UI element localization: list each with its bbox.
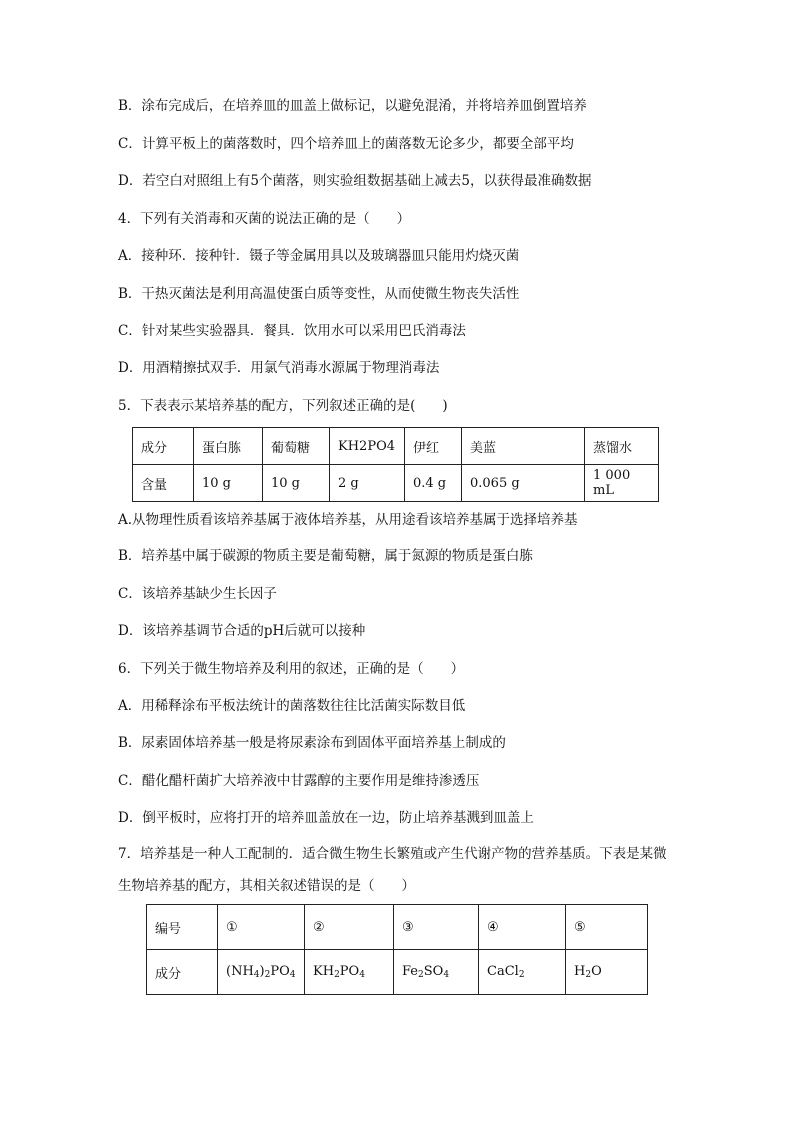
q7-table-cell: 编号: [147, 905, 218, 950]
q5-table: [132, 427, 659, 502]
q5-table-cell: 成分: [133, 428, 194, 465]
q5-table-cell: 0.065 g: [462, 465, 585, 502]
q6-option-b: B．尿素固体培养基一般是将尿素涂布到固体平面培养基上制成的: [118, 735, 506, 751]
q5-table-cell: 0.4 g: [405, 465, 462, 502]
q5-table-cell: 伊红: [405, 428, 462, 465]
q7-formula-cell: [566, 950, 648, 995]
q4-stem: 4．下列有关消毒和灭菌的说法正确的是（ ）: [118, 211, 411, 227]
q5-table-cell: 2 g: [330, 465, 405, 502]
q7-table-cell: ⑤: [566, 905, 648, 950]
q7-formula-cell: [394, 950, 479, 995]
q5-option-b: B．培养基中属于碳源的物质主要是葡萄糖，属于氮源的物质是蛋白胨: [118, 548, 533, 564]
q5-table-cell: 1 000 mL: [585, 465, 659, 502]
q4-option-a: A．接种环．接种针．镊子等金属用具以及玻璃器皿只能用灼烧灭菌: [118, 248, 520, 264]
q7-table-cell: ④: [479, 905, 566, 950]
q5-option-c: C．该培养基缺少生长因子: [118, 586, 277, 602]
formula-ammonium-phosphate: $(NH_4)_2PO_4$: [226, 964, 296, 980]
q5-table-header-row: [133, 428, 659, 465]
q7-table-cell: ①: [218, 905, 305, 950]
q7-table-cell: 成分: [147, 950, 218, 995]
q5-table-cell: 含量: [133, 465, 194, 502]
q5-table-cell: 葡萄糖: [263, 428, 330, 465]
formula-calcium-chloride: CaCl$_2$: [487, 964, 525, 980]
q7-formula-cell: [218, 950, 305, 995]
q4-option-d: D．用酒精擦拭双手．用氯气消毒水源属于物理消毒法: [118, 360, 440, 376]
q5-table-cell: KH2PO4: [330, 428, 405, 465]
q5-table-cell: 10 g: [194, 465, 263, 502]
formula-iron-sulfate: $Fe_2SO_4$: [402, 964, 450, 980]
q5-table-cell: 美蓝: [462, 428, 585, 465]
q4-option-b: B．干热灭菌法是利用高温使蛋白质等变性，从而使微生物丧失活性: [118, 286, 520, 302]
q7-table-cell: ②: [305, 905, 394, 950]
q3-option-c: C．计算平板上的菌落数时，四个培养皿上的菌落数无论多少，都要全部平均: [118, 136, 574, 152]
q7-table-content-row: [147, 950, 648, 995]
q5-option-a: A.从物理性质看该培养基属于液体培养基，从用途看该培养基属于选择培养基: [118, 512, 578, 528]
q7-stem: 7．培养基是一种人工配制的．适合微生物生长繁殖或产生代谢产物的营养基质。下表是某微生物培养基的配方，其相关叙述错误的是（ ）: [118, 846, 667, 894]
q5-option-d: D．该培养基调节合适的pH后就可以接种: [118, 623, 366, 639]
q6-option-a: A．用稀释涂布平板法统计的菌落数往往比活菌实际数目低: [118, 698, 466, 714]
q6-option-d: D．倒平板时，应将打开的培养皿盖放在一边，防止培养基溅到皿盖上: [118, 810, 534, 826]
q3-option-b: B．涂布完成后，在培养皿的皿盖上做标记，以避免混淆，并将培养皿倒置培养: [118, 98, 587, 114]
q4-option-c: C．针对某些实验器具．餐具．饮用水可以采用巴氏消毒法: [118, 323, 466, 339]
q5-table-cell: 蒸馏水: [585, 428, 659, 465]
q5-stem: 5．下表表示某培养基的配方，下列叙述正确的是( ): [118, 398, 448, 414]
q7-table-cell: ③: [394, 905, 479, 950]
q6-stem: 6．下列关于微生物培养及利用的叙述，正确的是（ ）: [118, 661, 465, 677]
formula-kh2po4: $KH_2PO_4$: [313, 964, 365, 980]
q6-option-c: C．醋化醋杆菌扩大培养液中甘露醇的主要作用是维持渗透压: [118, 773, 480, 789]
q7-table: [146, 904, 648, 995]
q5-table-cell: 蛋白胨: [194, 428, 263, 465]
q5-table-cell: 10 g: [263, 465, 330, 502]
q7-table-header-row: [147, 905, 648, 950]
q7-formula-cell: [479, 950, 566, 995]
formula-water: $H_2O$: [574, 964, 602, 980]
q7-formula-cell: [305, 950, 394, 995]
q5-table-content-row: [133, 465, 659, 502]
q3-option-d: D．若空白对照组上有5个菌落，则实验组数据基础上减去5，以获得最准确数据: [118, 173, 592, 189]
